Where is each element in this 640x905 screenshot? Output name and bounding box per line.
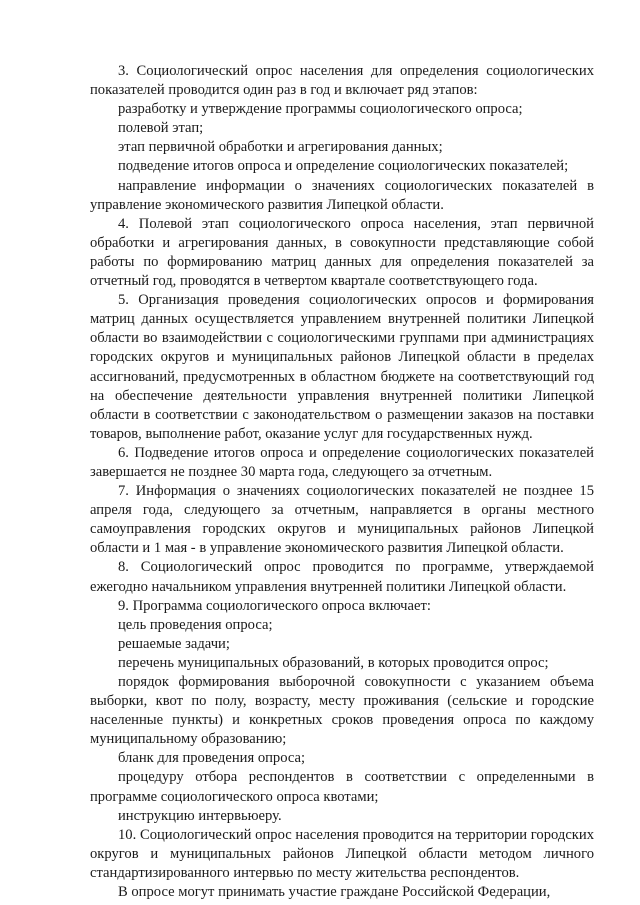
paragraph-5	[90, 291, 594, 444]
paragraph-7	[90, 482, 594, 558]
paragraph-text: 10. Социологический опрос населения проводится на территории городских округов и муниципальных районов Липецкой области методом личного стандартизированного интервью по месту жительства респондентов.	[90, 826, 594, 881]
paragraph-text: В опросе могут принимать участие граждане Российской Федерации,	[118, 884, 551, 901]
list-item	[90, 138, 594, 157]
list-item	[90, 807, 594, 826]
list-item	[90, 157, 594, 176]
list-item-text: перечень муниципальных образований, в которых проводится опрос;	[118, 654, 549, 671]
paragraph-9	[90, 597, 594, 616]
paragraph	[90, 177, 594, 215]
paragraph-text: 3. Социологический опрос населения для определения социологических показателей проводится один раз в год и включает ряд этапов:	[90, 63, 594, 99]
list-item	[90, 768, 594, 806]
paragraph-3	[90, 62, 594, 100]
list-item-text: бланк для проведения опроса;	[118, 750, 306, 767]
list-item-text: инструкцию интервьюеру.	[118, 807, 282, 824]
paragraph-4	[90, 215, 594, 291]
paragraph-text: 4. Полевой этап социологического опроса населения, этап первичной обработки и агрегирования данных, в совокупности представляющие собой работы по формированию матриц данных для определения показателей за отчетный год, проводятся в четвертом квартале соответствующего года.	[90, 215, 594, 290]
paragraph-text: 6. Подведение итогов опроса и определение социологических показателей завершается не позднее 30 марта года, следующего за отчетным.	[90, 444, 594, 480]
list-item	[90, 119, 594, 138]
list-item-text: порядок формирования выборочной совокупности с указанием объема выборки, квот по полу, возрасту, месту проживания (сельские и городские населенные пункты) и конкретных сроков проведения опроса по каждому муниципальному образованию;	[90, 674, 594, 748]
list-item-text: этап первичной обработки и агрегирования данных;	[118, 139, 443, 156]
list-item	[90, 673, 594, 749]
paragraph-text: 9. Программа социологического опроса включает:	[118, 597, 431, 614]
list-item	[90, 616, 594, 635]
paragraph-text: 5. Организация проведения социологических опросов и формирования матриц данных осуществляется управлением внутренней политики Липецкой области во взаимодействии с социологическими группами при администрациях городских округов и муниципальных районов Липецкой области в пределах ассигнований, предусмотренных в областном бюджете на соответствующий год на обеспечение деятельности управления внутренней политики Липецкой области в соответствии с законодательством о размещении заказов на поставки товаров, выполнение работ, оказание услуг для государственных нужд.	[90, 292, 594, 442]
list-item	[90, 635, 594, 654]
paragraph	[90, 883, 594, 902]
paragraph-10	[90, 826, 594, 883]
list-item-text: цель проведения опроса;	[118, 616, 273, 633]
list-item	[90, 654, 594, 673]
paragraph-8	[90, 558, 594, 596]
list-item-text: процедуру отбора респондентов в соответствии с определенными в программе социологического опроса квотами;	[90, 769, 594, 805]
list-item-text: разработку и утверждение программы социологического опроса;	[118, 101, 523, 118]
list-item-text: решаемые задачи;	[118, 635, 230, 652]
paragraph-text: направление информации о значениях социологических показателей в управление экономического развития Липецкой области.	[90, 177, 594, 213]
list-item	[90, 100, 594, 119]
paragraph-6	[90, 444, 594, 482]
list-item	[90, 749, 594, 768]
document-body	[90, 62, 594, 902]
paragraph-text: 8. Социологический опрос проводится по программе, утверждаемой ежегодно начальником управления внутренней политики Липецкой области.	[90, 559, 594, 595]
paragraph-text: 7. Информация о значениях социологических показателей не позднее 15 апреля года, следующего за отчетным, направляется в органы местного самоуправления городских округов и муниципальных районов Липецкой области и 1 мая - в управление экономического развития Липецкой области.	[90, 483, 594, 557]
list-item-text: подведение итогов опроса и определение социологических показателей;	[118, 158, 569, 175]
list-item-text: полевой этап;	[118, 120, 204, 137]
